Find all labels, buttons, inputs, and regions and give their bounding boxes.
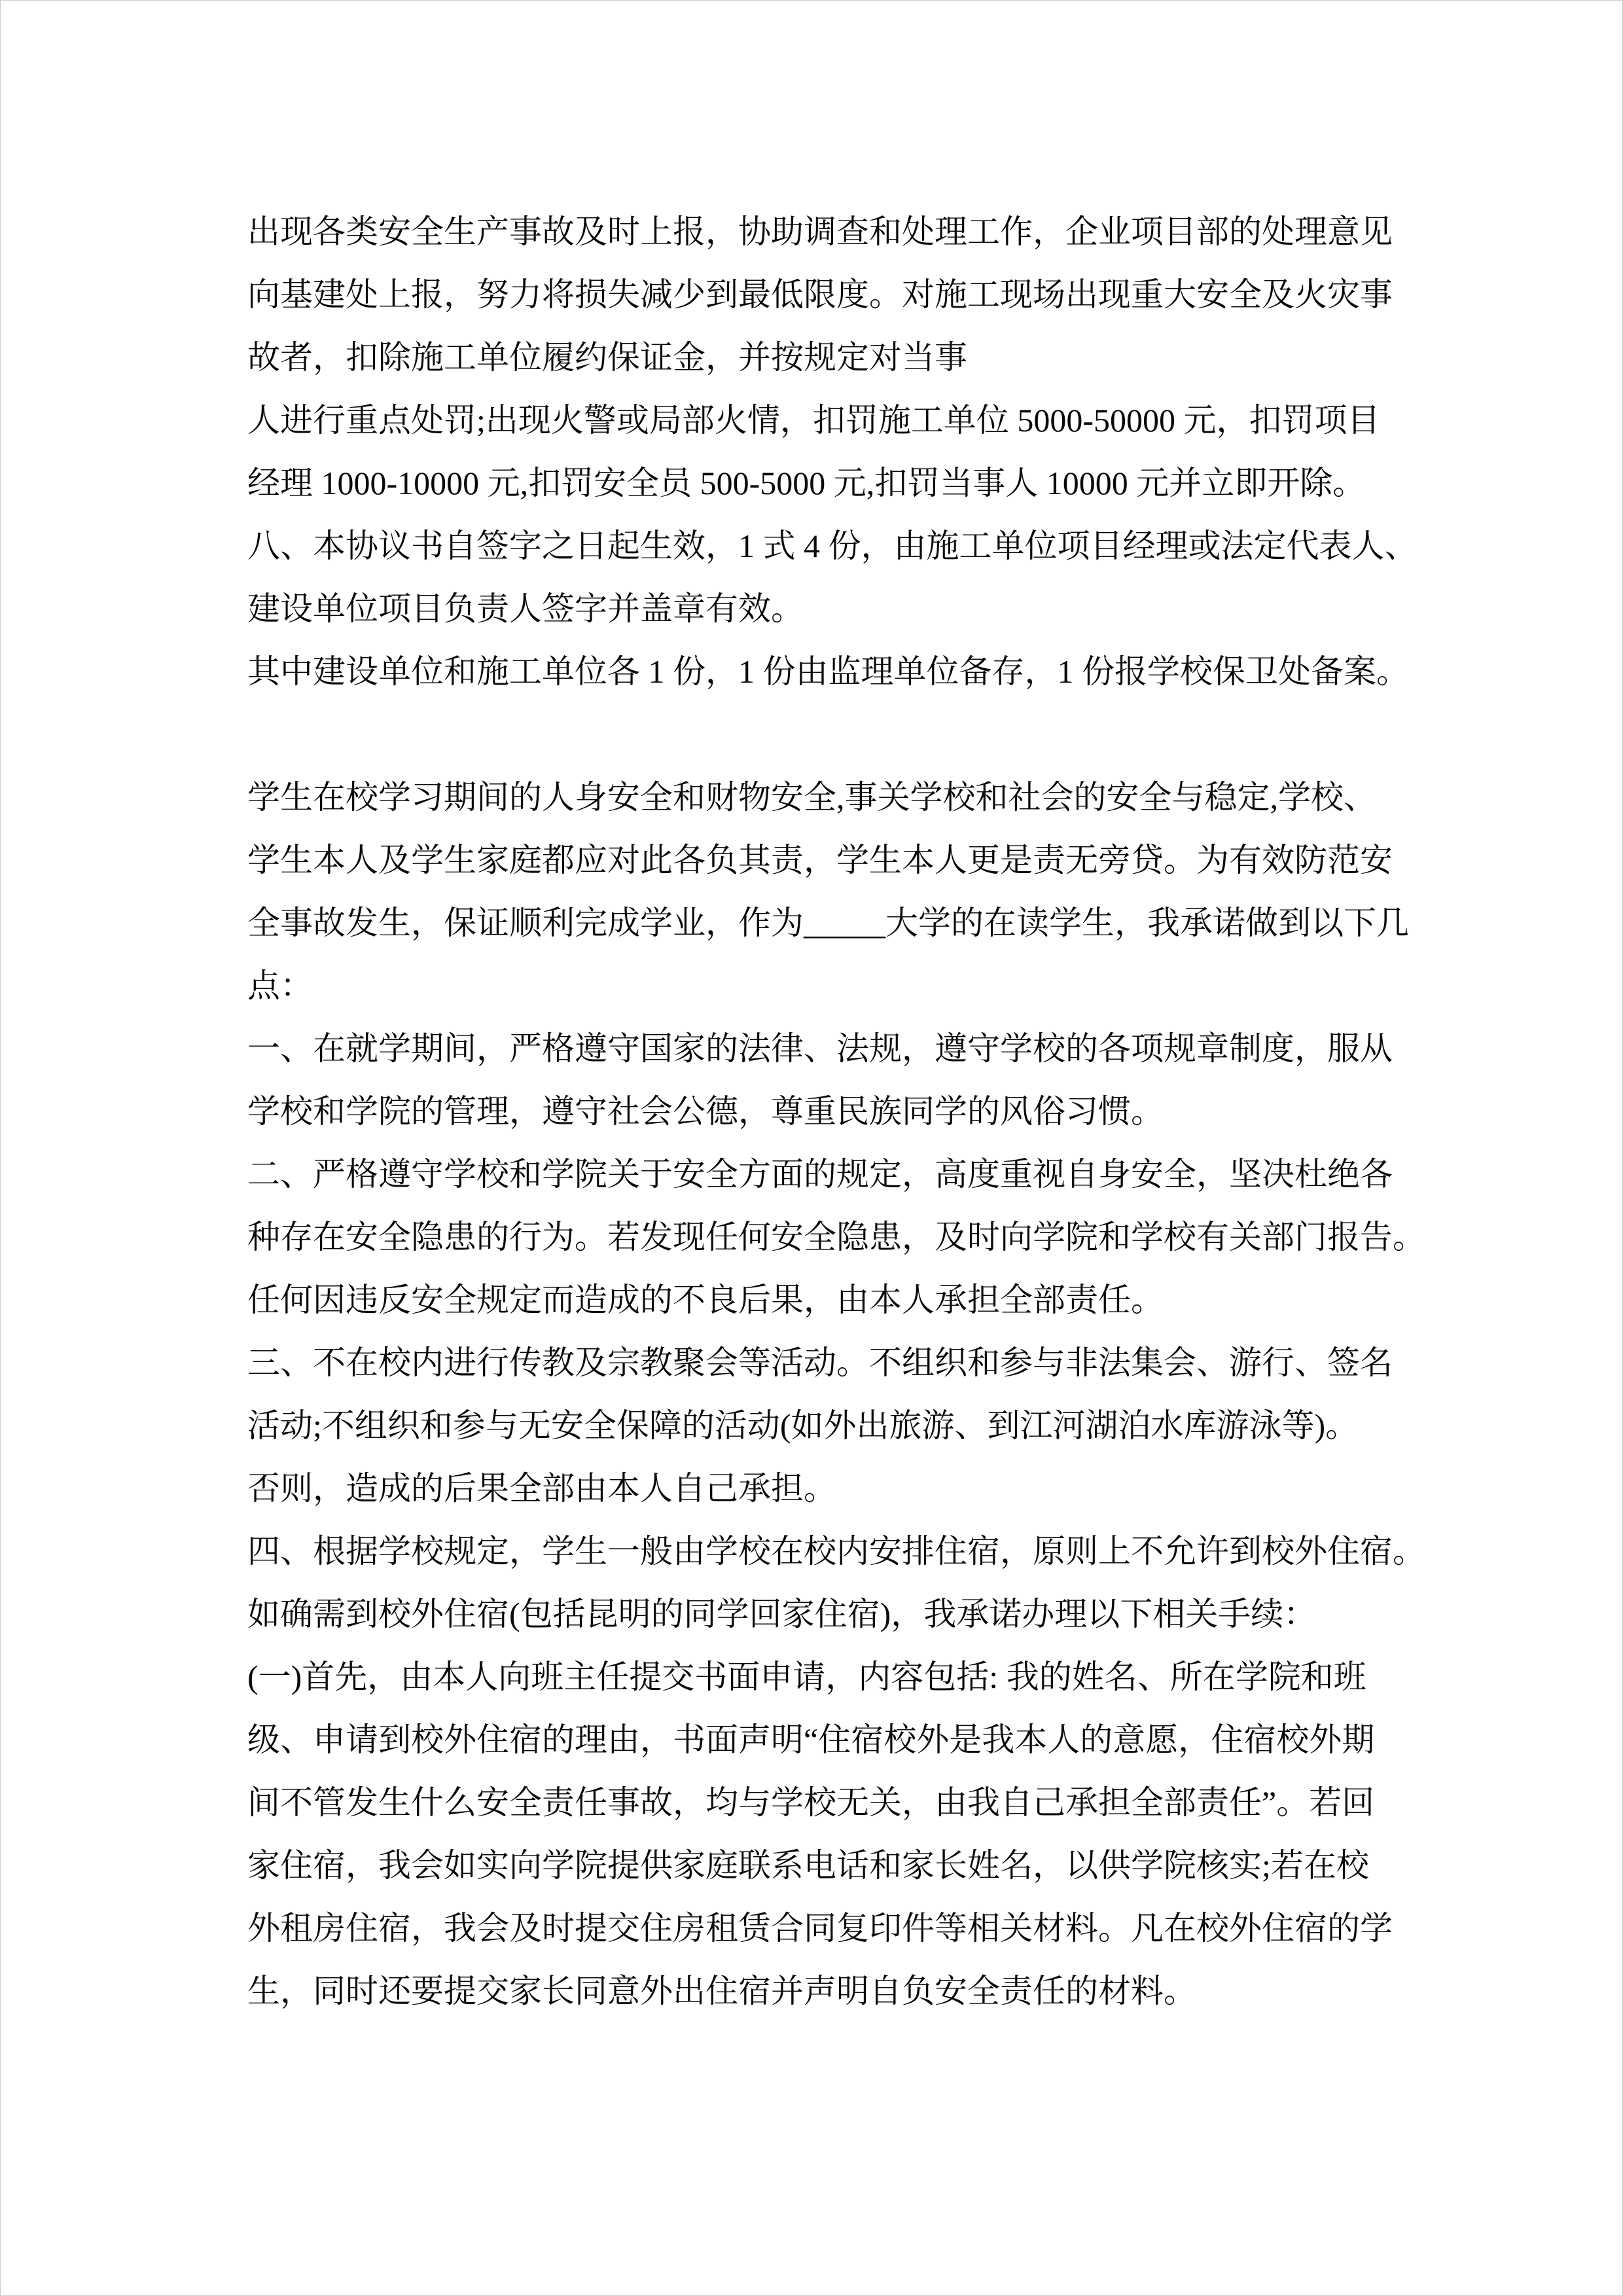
text-line: 三、不在校内进行传教及宗教聚会等活动。不组织和参与非法集会、游行、签名 <box>247 1344 1393 1381</box>
text-line: 生，同时还要提交家长同意外出住宿并声明自负安全责任的材料。 <box>247 1973 1196 2009</box>
text-line: 学校和学院的管理，遵守社会公德，尊重民族同学的风俗习惯。 <box>247 1093 1164 1130</box>
blank-line <box>247 703 1399 766</box>
text-line: (一)首先，由本人向班主任提交书面申请，内容包括: 我的姓名、所在学院和班 <box>247 1659 1366 1695</box>
text-line: 种存在安全隐患的行为。若发现任何安全隐患，及时向学院和学校有关部门报告。 <box>247 1219 1425 1255</box>
text-line: 全事故发生，保证顺利完成学业，作为_____大学的在读学生，我承诺做到以下几 <box>247 905 1409 941</box>
text-line: 点： <box>247 967 313 1004</box>
text-line: 任何因违反安全规定而造成的不良后果，由本人承担全部责任。 <box>247 1282 1164 1318</box>
text-line: 外租房住宿，我会及时提交住房租赁合同复印件等相关材料。凡在校外住宿的学 <box>247 1910 1393 1946</box>
text-line: 人进行重点处罚;出现火警或局部火情，扣罚施工单位 5000-50000 元，扣罚项目 <box>247 402 1380 439</box>
text-line: 学生在校学习期间的人身安全和财物安全,事关学校和社会的安全与稳定,学校、 <box>247 779 1376 816</box>
text-line: 经理 1000-10000 元,扣罚安全员 500-5000 元,扣罚当事人 10000 元并立即开除。 <box>247 465 1366 501</box>
text-line: 建设单位项目负责人签字并盖章有效。 <box>247 590 804 627</box>
text-line: 如确需到校外住宿(包括昆明的同学回家住宿)，我承诺办理以下相关手续： <box>247 1596 1317 1632</box>
text-line: 活动;不组织和参与无安全保障的活动(如外出旅游、到江河湖泊水库游泳等)。 <box>247 1407 1359 1444</box>
text-line: 一、在就学期间，严格遵守国家的法律、法规，遵守学校的各项规章制度，服从 <box>247 1030 1393 1067</box>
document-text-block <box>247 200 1425 2022</box>
text-line: 级、申请到校外住宿的理由，书面声明“住宿校外是我本人的意愿，住宿校外期 <box>247 1721 1375 1758</box>
text-line: 家住宿，我会如实向学院提供家庭联系电话和家长姓名，以供学院核实;若在校 <box>247 1847 1369 1884</box>
text-line: 否则，造成的后果全部由本人自己承担。 <box>247 1470 836 1507</box>
text-line: 八、本协议书自签字之日起生效，1 式 4 份，由施工单位项目经理或法定代表人、 <box>247 528 1418 564</box>
text-line: 其中建设单位和施工单位各 1 份，1 份由监理单位备存，1 份报学校保卫处备案。 <box>247 653 1409 690</box>
text-line: 四、根据学校规定，学生一般由学校在校内安排住宿，原则上不允许到校外住宿。 <box>247 1533 1425 1570</box>
text-line: 间不管发生什么安全责任事故，均与学校无关，由我自己承担全部责任”。若回 <box>247 1784 1375 1821</box>
text-line: 学生本人及学生家庭都应对此各负其责，学生本人更是责无旁贷。为有效防范安 <box>247 842 1393 878</box>
text-line: 故者，扣除施工单位履约保证金，并按规定对当事 <box>247 339 967 376</box>
text-line: 二、严格遵守学校和学院关于安全方面的规定，高度重视自身安全，坚决杜绝各 <box>247 1156 1393 1193</box>
text-line: 向基建处上报，努力将损失减少到最低限度。对施工现场出现重大安全及火灾事 <box>247 276 1393 313</box>
text-line: 出现各类安全生产事故及时上报，协助调查和处理工作，企业项目部的处理意见 <box>247 213 1393 250</box>
